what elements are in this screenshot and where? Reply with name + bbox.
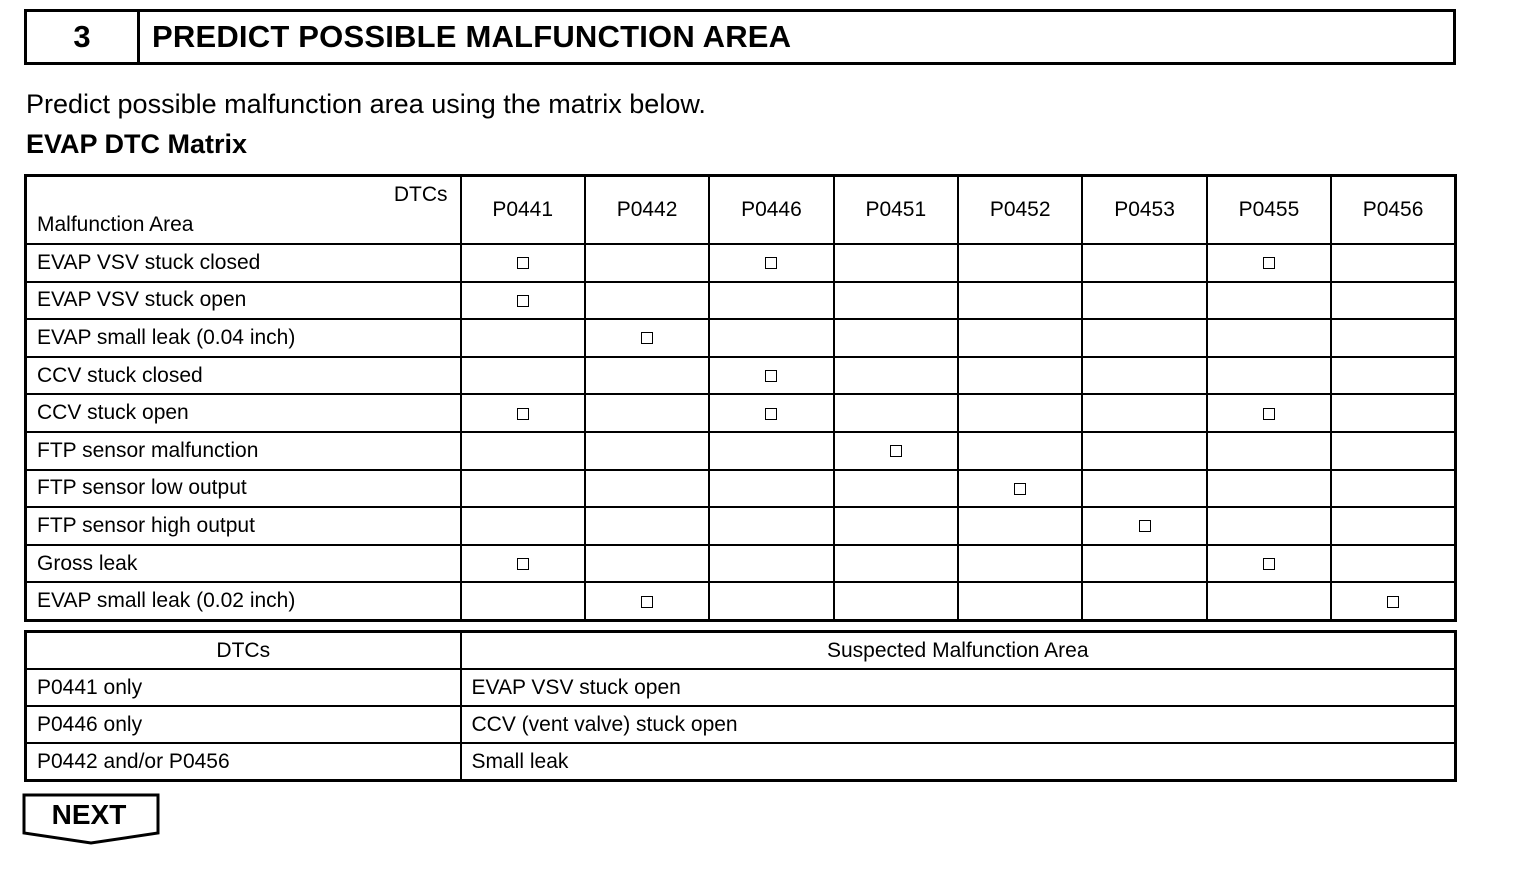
matrix-row — [26, 470, 1456, 508]
matrix-mark-cell — [1207, 282, 1331, 320]
checkbox-mark-icon — [517, 408, 529, 420]
checkbox-mark-icon — [765, 257, 777, 269]
matrix-mark-cell — [1082, 319, 1206, 357]
matrix-row — [26, 244, 1456, 282]
matrix-row — [26, 394, 1456, 432]
matrix-mark-cell — [585, 357, 709, 395]
matrix-row — [26, 507, 1456, 545]
checkbox-mark-icon — [765, 370, 777, 382]
matrix-row — [26, 282, 1456, 320]
matrix-title: EVAP DTC Matrix — [26, 129, 248, 159]
matrix-mark-cell — [1082, 582, 1206, 620]
checkbox-mark-icon — [517, 257, 529, 269]
matrix-mark-cell — [1207, 394, 1331, 432]
matrix-mark-cell — [709, 282, 833, 320]
matrix-row — [26, 545, 1456, 583]
matrix-mark-cell — [585, 319, 709, 357]
matrix-mark-cell — [1082, 394, 1206, 432]
matrix-mark-cell — [585, 432, 709, 470]
summary-area-cell: EVAP VSV stuck open — [461, 669, 1456, 706]
matrix-mark-cell — [461, 432, 585, 470]
dtc-header-cell: P0442 — [585, 176, 709, 245]
matrix-mark-cell — [834, 319, 958, 357]
summary-row — [26, 669, 1456, 706]
matrix-mark-cell — [461, 394, 585, 432]
matrix-mark-cell — [834, 282, 958, 320]
matrix-mark-cell — [709, 319, 833, 357]
matrix-mark-cell — [834, 394, 958, 432]
matrix-mark-cell — [1331, 432, 1455, 470]
suspected-area-table — [24, 630, 1457, 782]
corner-area-label: Malfunction Area — [37, 213, 194, 236]
matrix-mark-cell — [1082, 470, 1206, 508]
matrix-mark-cell — [958, 394, 1082, 432]
matrix-row — [26, 319, 1456, 357]
matrix-mark-cell — [709, 357, 833, 395]
checkbox-mark-icon — [1263, 257, 1275, 269]
matrix-mark-cell — [1082, 357, 1206, 395]
matrix-mark-cell — [709, 545, 833, 583]
summary-dtcs-cell: P0441 only — [26, 669, 461, 706]
corner-dtcs-label: DTCs — [393, 183, 448, 206]
matrix-mark-cell — [461, 319, 585, 357]
checkbox-mark-icon — [1263, 558, 1275, 570]
matrix-mark-cell — [1082, 507, 1206, 545]
checkbox-mark-icon — [517, 558, 529, 570]
checkbox-mark-icon — [1263, 408, 1275, 420]
next-button-label: NEXT — [51, 799, 127, 830]
matrix-mark-cell — [834, 432, 958, 470]
summary-row — [26, 706, 1456, 743]
matrix-mark-cell — [585, 545, 709, 583]
matrix-mark-cell — [709, 507, 833, 545]
matrix-mark-cell — [958, 582, 1082, 620]
summary-area-cell: Small leak — [461, 743, 1456, 781]
matrix-row — [26, 357, 1456, 395]
intro-text: Predict possible malfunction area using the matrix below. — [26, 89, 706, 119]
checkbox-mark-icon — [1387, 596, 1399, 608]
summary-header-area: Suspected Malfunction Area — [461, 632, 1456, 670]
checkbox-mark-icon — [1014, 483, 1026, 495]
matrix-mark-cell — [1331, 394, 1455, 432]
matrix-mark-cell — [1207, 319, 1331, 357]
matrix-mark-cell — [461, 357, 585, 395]
summary-dtcs-cell: P0446 only — [26, 706, 461, 743]
malfunction-area-cell: FTP sensor low output — [26, 470, 461, 508]
matrix-mark-cell — [585, 282, 709, 320]
checkbox-mark-icon — [890, 445, 902, 457]
matrix-mark-cell — [958, 244, 1082, 282]
malfunction-area-cell: CCV stuck closed — [26, 357, 461, 395]
step-number: 3 — [27, 12, 140, 62]
matrix-mark-cell — [958, 282, 1082, 320]
matrix-mark-cell — [834, 507, 958, 545]
matrix-body — [26, 244, 1456, 620]
matrix-mark-cell — [834, 582, 958, 620]
checkbox-mark-icon — [641, 596, 653, 608]
matrix-mark-cell — [1207, 545, 1331, 583]
matrix-mark-cell — [958, 432, 1082, 470]
summary-dtcs-cell: P0442 and/or P0456 — [26, 743, 461, 781]
dtc-header-cell: P0452 — [958, 176, 1082, 245]
matrix-mark-cell — [709, 582, 833, 620]
summary-row — [26, 743, 1456, 781]
matrix-mark-cell — [1331, 244, 1455, 282]
matrix-mark-cell — [709, 470, 833, 508]
step-header — [24, 9, 1456, 65]
matrix-mark-cell — [1207, 507, 1331, 545]
matrix-mark-cell — [1082, 545, 1206, 583]
matrix-mark-cell — [585, 394, 709, 432]
matrix-mark-cell — [1331, 582, 1455, 620]
dtc-header-cell: P0453 — [1082, 176, 1206, 245]
matrix-mark-cell — [1082, 282, 1206, 320]
evap-dtc-matrix — [24, 174, 1457, 622]
matrix-mark-cell — [1082, 244, 1206, 282]
summary-header-row — [26, 632, 1456, 670]
matrix-mark-cell — [585, 470, 709, 508]
matrix-mark-cell — [1331, 470, 1455, 508]
matrix-mark-cell — [585, 507, 709, 545]
matrix-mark-cell — [585, 244, 709, 282]
malfunction-area-cell: EVAP VSV stuck open — [26, 282, 461, 320]
matrix-mark-cell — [1207, 582, 1331, 620]
dtc-header-cell: P0456 — [1331, 176, 1455, 245]
matrix-mark-cell — [461, 244, 585, 282]
matrix-mark-cell — [709, 432, 833, 470]
dtc-header-cell: P0455 — [1207, 176, 1331, 245]
malfunction-area-cell: EVAP small leak (0.02 inch) — [26, 582, 461, 620]
dtc-header-cell: P0446 — [709, 176, 833, 245]
matrix-mark-cell — [1331, 507, 1455, 545]
matrix-mark-cell — [958, 357, 1082, 395]
matrix-mark-cell — [1207, 470, 1331, 508]
dtc-header-cell: P0441 — [461, 176, 585, 245]
matrix-mark-cell — [834, 545, 958, 583]
matrix-row — [26, 582, 1456, 620]
matrix-mark-cell — [585, 582, 709, 620]
matrix-header-row — [26, 176, 1456, 245]
matrix-mark-cell — [958, 545, 1082, 583]
matrix-mark-cell — [709, 244, 833, 282]
malfunction-area-cell: FTP sensor malfunction — [26, 432, 461, 470]
malfunction-area-cell: FTP sensor high output — [26, 507, 461, 545]
summary-header-dtcs: DTCs — [26, 632, 461, 670]
matrix-mark-cell — [958, 470, 1082, 508]
malfunction-area-cell: EVAP small leak (0.04 inch) — [26, 319, 461, 357]
checkbox-mark-icon — [641, 332, 653, 344]
matrix-mark-cell — [461, 282, 585, 320]
matrix-mark-cell — [958, 319, 1082, 357]
matrix-mark-cell — [1331, 357, 1455, 395]
matrix-mark-cell — [958, 507, 1082, 545]
matrix-mark-cell — [1207, 432, 1331, 470]
matrix-mark-cell — [834, 244, 958, 282]
malfunction-area-cell: CCV stuck open — [26, 394, 461, 432]
matrix-mark-cell — [1207, 244, 1331, 282]
checkbox-mark-icon — [1139, 520, 1151, 532]
next-button[interactable] — [22, 793, 162, 845]
matrix-mark-cell — [709, 394, 833, 432]
checkbox-mark-icon — [517, 295, 529, 307]
dtc-header-cell: P0451 — [834, 176, 958, 245]
matrix-mark-cell — [834, 357, 958, 395]
matrix-mark-cell — [1331, 282, 1455, 320]
malfunction-area-cell: Gross leak — [26, 545, 461, 583]
matrix-mark-cell — [1207, 357, 1331, 395]
matrix-mark-cell — [461, 470, 585, 508]
matrix-mark-cell — [461, 507, 585, 545]
malfunction-area-cell: EVAP VSV stuck closed — [26, 244, 461, 282]
matrix-row — [26, 432, 1456, 470]
matrix-mark-cell — [1082, 432, 1206, 470]
matrix-mark-cell — [1331, 545, 1455, 583]
step-title: PREDICT POSSIBLE MALFUNCTION AREA — [152, 19, 792, 54]
summary-area-cell: CCV (vent valve) stuck open — [461, 706, 1456, 743]
matrix-mark-cell — [461, 582, 585, 620]
matrix-corner-cell — [26, 176, 461, 245]
checkbox-mark-icon — [765, 408, 777, 420]
matrix-mark-cell — [461, 545, 585, 583]
matrix-mark-cell — [834, 470, 958, 508]
matrix-mark-cell — [1331, 319, 1455, 357]
